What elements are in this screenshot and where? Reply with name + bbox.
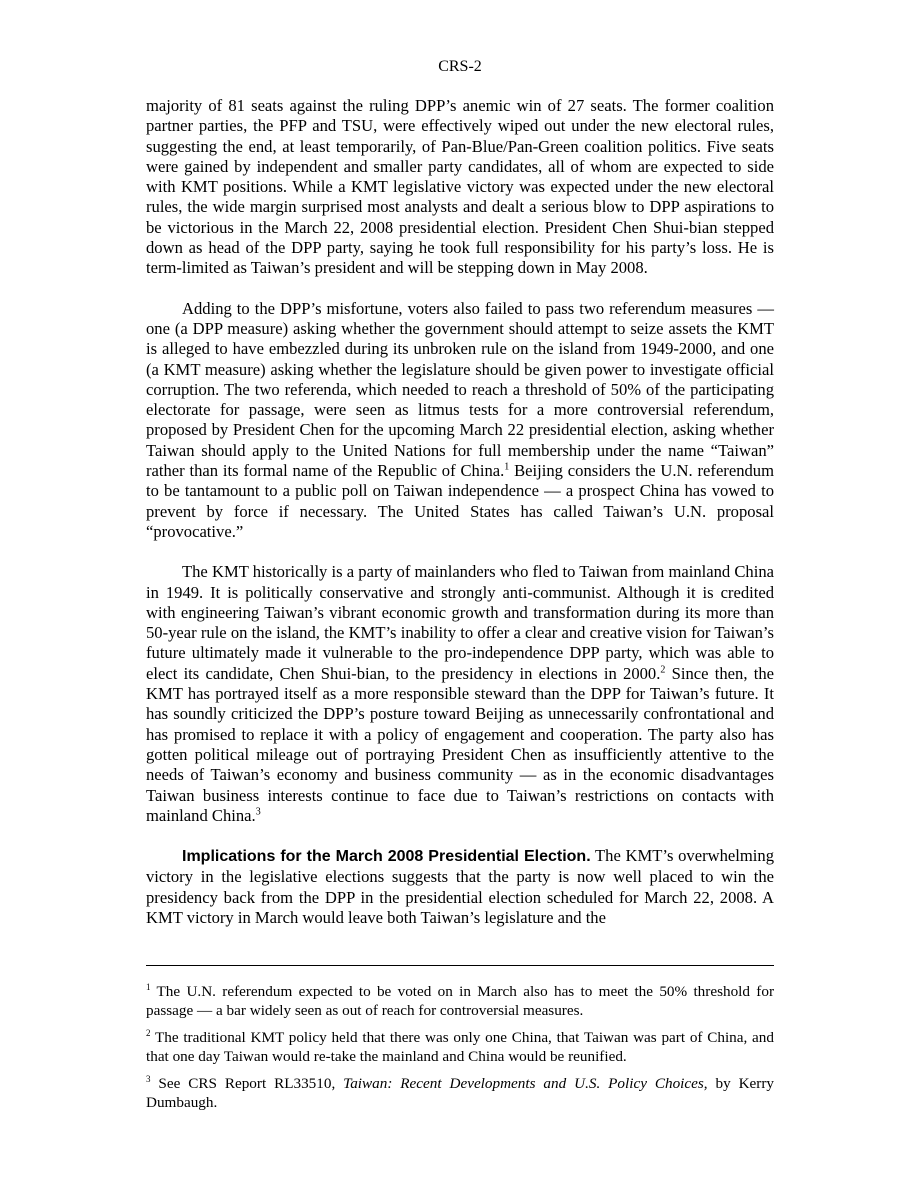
footnote-divider — [146, 965, 774, 966]
paragraph-text: Since then, the KMT has portrayed itself as a more responsible steward than the DPP for Taiwan’s future. It has soundly criticized the DPP’s posture toward Beijing as unnecessarily confrontational and has promised to replace it with a policy of engagement and cooperation. The party also has gotten political mileage out of portraying President Chen as insufficiently attentive to the needs of Taiwan’s economy and business community — as in the economic disadvantages Taiwan business interests continue to face due to Taiwan’s restrictions on contacts with mainland China. — [146, 663, 774, 825]
footnote-2 — [146, 1029, 774, 1066]
footnote-number: 2 — [146, 1027, 151, 1038]
footnote-number: 1 — [146, 981, 151, 992]
paragraph-kmt-history — [146, 562, 774, 826]
paragraph-text: The KMT’s overwhelming victory in the legislative elections suggests that the party is now well placed to win the presidency back from the DPP in the presidential election scheduled for March 22, 2008. A KMT victory in March would leave both Taiwan’s legislature and the — [146, 846, 774, 927]
footnote-ref-3: 3 — [255, 806, 261, 818]
paragraph-text: The KMT historically is a party of mainlanders who fled to Taiwan from mainland China in 1949. It is politically conservative and strongly anti-communist. Although it is credited with engineering Taiwan’s vibrant economic growth and transformation during its more than 50-year rule on the island, the KMT’s inability to offer a clear and creative vision for Taiwan’s future ultimately made it vulnerable to the pro-independence DPP party, which was able to elect its candidate, Chen Shui-bian, to the presidency in elections in 2000. — [146, 562, 774, 683]
report-title: Taiwan: Recent Developments and U.S. Policy Choices — [343, 1075, 704, 1092]
footnote-text: See CRS Report RL33510, — [150, 1075, 344, 1092]
paragraph-text: Beijing considers the U.N. referendum to be tantamount to a public poll on Taiwan independence — a prospect China has vowed to prevent by force if necessary. The United States has called Taiwan’s U.N. proposal “provocative.” — [146, 461, 774, 541]
footnote-1 — [146, 983, 774, 1020]
section-heading: Implications for the March 2008 Presidential Election. — [182, 848, 591, 866]
footnote-3 — [146, 1075, 774, 1112]
page-number-header: CRS-2 — [438, 58, 482, 75]
paragraph-referendum-measures — [146, 299, 774, 543]
paragraph-election-implications — [146, 846, 774, 928]
paragraph-text: Adding to the DPP’s misfortune, voters also failed to pass two referendum measures — one (a DPP measure) asking whether the government should attempt to seize assets the KMT is alleged to have embezzled during its unbroken rule on the island from 1949-2000, and one (a KMT measure) asking whether the legislature should be given power to investigate official corruption. The two referenda, which needed to reach a threshold of 50% of the participating electorate for passage, were seen as litmus tests for a more controversial referendum, proposed by President Chen for the upcoming March 22 presidential election, asking whether Taiwan should apply to the United Nations for full membership under the name “Taiwan” rather than its formal name of the Republic of China. — [146, 298, 774, 481]
footnote-text: The U.N. referendum expected to be voted on in March also has to meet the 50% threshold for passage — a bar widely seen as out of reach for controversial measures. — [146, 983, 774, 1019]
footnote-ref-2: 2 — [660, 664, 666, 676]
footnote-ref-1: 1 — [504, 461, 510, 473]
footnote-text: , by Kerry Dumbaugh. — [146, 1075, 774, 1111]
footnote-text: The traditional KMT policy held that there was only one China, that Taiwan was part of China, and that one day Taiwan would re-take the mainland and China would be reunified. — [146, 1029, 774, 1065]
footnote-number: 3 — [146, 1073, 151, 1084]
document-body — [146, 96, 774, 948]
footnotes-section — [146, 983, 774, 1121]
paragraph-legislative-results: majority of 81 seats against the ruling DPP’s anemic win of 27 seats. The former coalition partner parties, the PFP and TSU, were effectively wiped out under the new electoral rules, suggesting the end, at least temporarily, of Pan-Blue/Pan-Green coalition politics. Five seats were gained by independent and smaller party candidates, all of whom are expected to side with KMT positions. While a KMT legislative victory was expected under the new electoral rules, the wide margin surprised most analysts and dealt a serious blow to DPP aspirations to be victorious in the March 22, 2008 presidential election. President Chen Shui-bian stepped down as head of the DPP party, saying he took full responsibility for his party’s loss. He is term-limited as Taiwan’s president and will be stepping down in May 2008. — [146, 96, 774, 278]
